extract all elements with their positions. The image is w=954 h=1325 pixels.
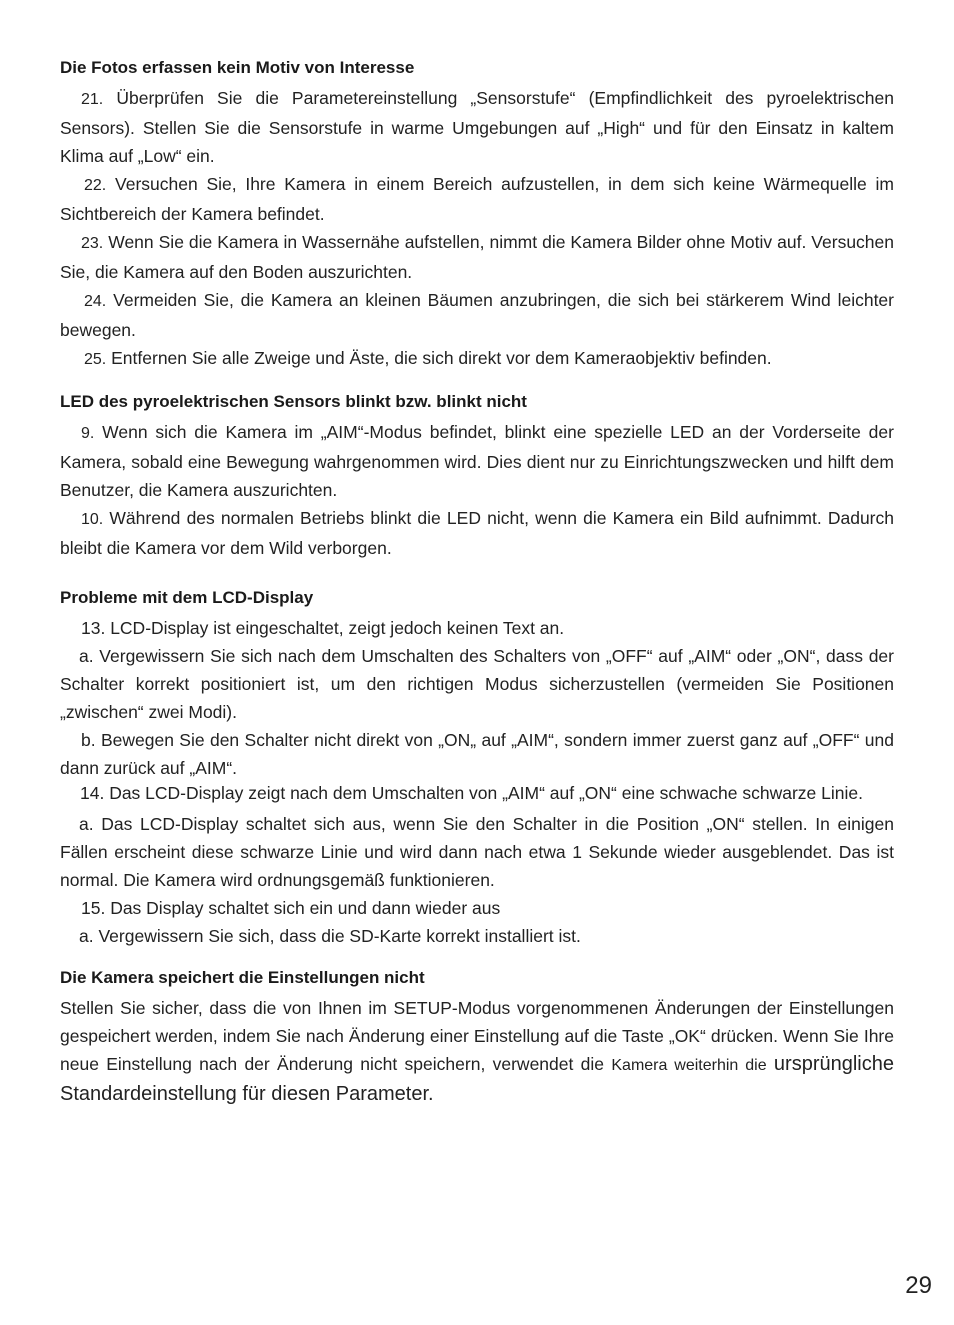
list-item: 24. Vermeiden Sie, die Kamera an kleinen Bäumen anzubringen, die sich bei stärkerem Wind leichter bewegen. xyxy=(60,290,894,340)
section-heading-settings: Die Kamera speichert die Einstellungen nicht xyxy=(60,968,425,987)
list-item: 23. Wenn Sie die Kamera in Wassernähe aufstellen, nimmt die Kamera Bilder ohne Motiv auf. Versuchen Sie, die Kamera auf den Boden auszurichten. xyxy=(60,232,894,282)
page-number: 29 xyxy=(905,1272,932,1299)
section-heading-led: LED des pyroelektrischen Sensors blinkt bzw. blinkt nicht xyxy=(60,392,527,411)
list-item: 15. Das Display schaltet sich ein und dann wieder aus xyxy=(81,898,501,918)
list-item: 14. Das LCD-Display zeigt nach dem Umschalten von „AIM“ auf „ON“ eine schwache schwarze Linie. xyxy=(80,783,863,803)
section-heading-lcd: Probleme mit dem LCD-Display xyxy=(60,588,314,607)
list-item: 9. Wenn sich die Kamera im „AIM“-Modus befindet, blinkt eine spezielle LED an der Vorderseite der Kamera, sobald eine Bewegung wahrgenommen wird. Dies dient nur zu Einrichtungszwecken und hilft dem Benutzer, die Kamera auszurichten. xyxy=(60,422,894,500)
list-item: 21. Überprüfen Sie die Parametereinstellung „Sensorstufe“ (Empfindlichkeit des pyroelektrischen Sensors). Stellen Sie die Sensorstufe in warme Umgebungen auf „High“ und für den Einsatz in kaltem Klima auf „Low“ ein. xyxy=(60,88,894,166)
list-item: 13. LCD-Display ist eingeschaltet, zeigt jedoch keinen Text an. xyxy=(81,618,565,638)
list-item: 25. Entfernen Sie alle Zweige und Äste, die sich direkt vor dem Kameraobjektiv befinden. xyxy=(84,348,772,368)
section-heading-motive: Die Fotos erfassen kein Motiv von Interesse xyxy=(60,58,415,77)
list-item: 10. Während des normalen Betriebs blinkt die LED nicht, wenn die Kamera ein Bild aufnimmt. Dadurch bleibt die Kamera vor dem Wild verborgen. xyxy=(60,508,894,558)
list-item: a. Das LCD-Display schaltet sich aus, wenn Sie den Schalter in die Position „ON“ stellen. In einigen Fällen erscheint diese schwarze Linie und wird dann nach etwa 1 Sekunde wieder ausgeblendet. Das ist normal. Die Kamera wird ordnungsgemäß funktionieren. xyxy=(60,814,894,890)
body-paragraph: Stellen Sie sicher, dass die von Ihnen im SETUP-Modus vorgenommenen Änderungen der Einstellungen gespeichert werden, indem Sie nach Änderung einer Einstellung auf die Taste „OK“ drücken. Wenn Sie Ihre neue Einstellung nach der Änderung nicht speichern, verwendet die Kamera weiterhin die ursprüngliche Standardeinstellung für diesen Parameter. xyxy=(60,998,894,1105)
list-item: a. Vergewissern Sie sich, dass die SD-Karte korrekt installiert ist. xyxy=(79,926,581,946)
list-item: b. Bewegen Sie den Schalter nicht direkt von „ON„ auf „AIM“, sondern immer zuerst ganz auf „OFF“ und dann zurück auf „AIM“. xyxy=(60,730,894,778)
list-item: 22. Versuchen Sie, Ihre Kamera in einem Bereich aufzustellen, in dem sich keine Wärmequelle im Sichtbereich der Kamera befindet. xyxy=(60,174,894,224)
list-item: a. Vergewissern Sie sich nach dem Umschalten des Schalters von „OFF“ auf „AIM“ oder „ON“, dass der Schalter korrekt positioniert ist, um den richtigen Modus sicherzustellen (vermeiden Sie Positionen „zwischen“ zwei Modi). xyxy=(60,646,894,722)
page-content xyxy=(60,56,894,1108)
